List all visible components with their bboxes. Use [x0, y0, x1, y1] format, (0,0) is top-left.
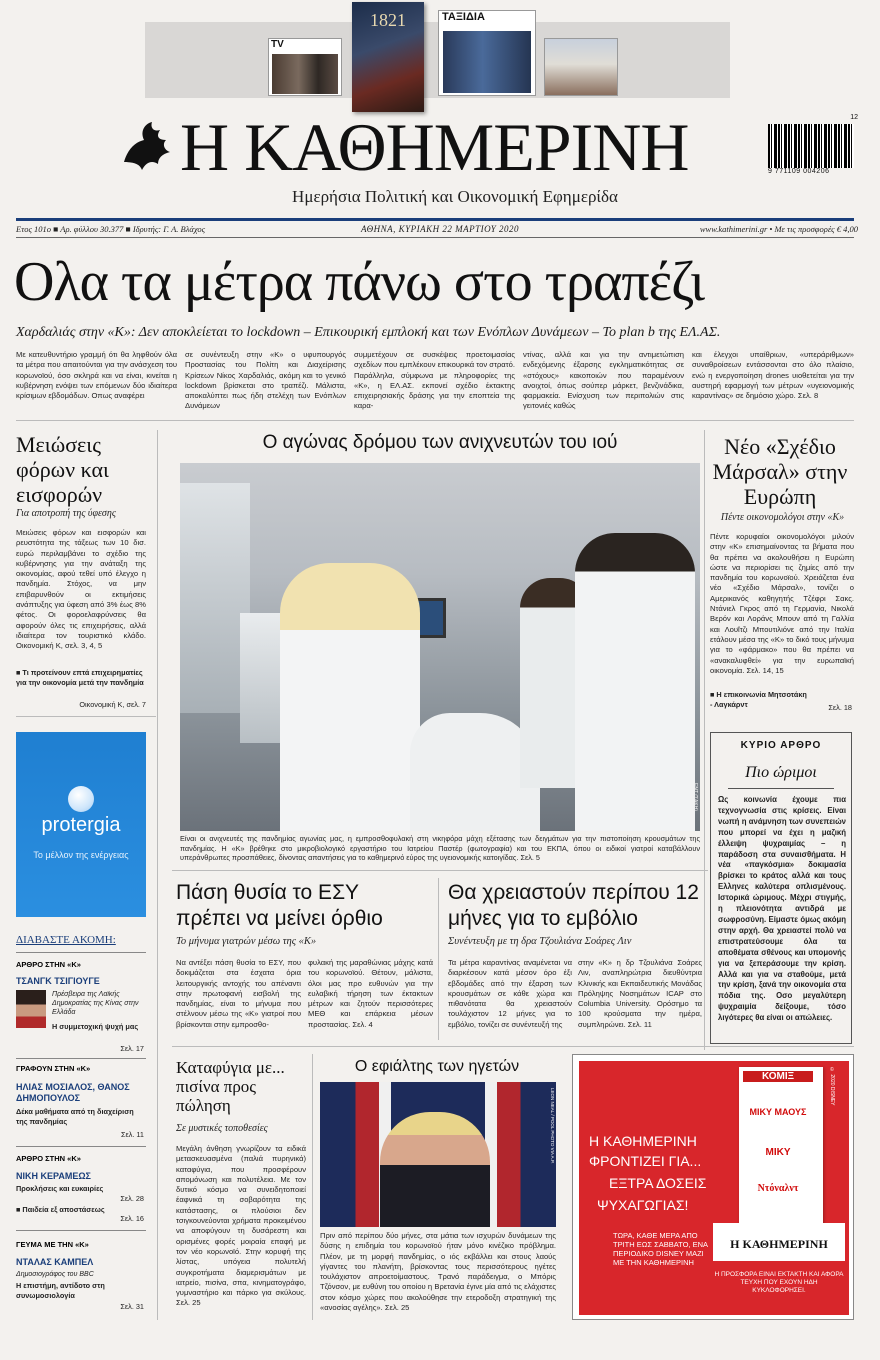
leaders-body: Πριν από περίπου δύο μήνες, στα μάτια των ισχυρών δυνάμεων της δύσης η επιδημία του κορωνοϊού ήταν μόνο κινέζικο πρόβλημα. Πλέον, με τη μορφή πανδημίας, ο ιός εκβάλλει και στους λαούς γίγαντες του πλανήτη, βρίσκοντας τους περισσότερους ηγέτες τουλάχιστον απροετοίμαστους. Τρανό παράδειγμα, ο Μπόρις Τζόνσον, με ευθύνη του οποίου η Βρετανία έγινε μία από τις ελάχιστες στον κόσμο χώρες που ακολούθησε την ετεροδοξη στρατηγική της «ανοσίας αγέλης». Σελ. 25	[320, 1231, 556, 1313]
more-name-2[interactable]: ΗΛΙΑΣ ΜΟΣΙΑΛΟΣ, ΘΑΝΟΣ ΔΗΜΟΠΟΥΛΟΣ	[16, 1082, 130, 1103]
lead-bottom-rule	[16, 420, 854, 421]
masthead-title: Η ΚΑΘΗΜΕΡΙΝΗ	[180, 109, 689, 185]
more-title-1[interactable]: Η συμμετοχική ψυχή μας	[52, 1022, 139, 1031]
promo-travel[interactable]: ΤΑΞΙΔΙΑ	[438, 10, 536, 96]
bottom-section-rule	[172, 1046, 854, 1047]
magazines-stack: ΚΟΜΙΞ ΜΙΚΥ ΜΑΟΥΣ ΜΙΚΥ Ντόναλντ	[739, 1067, 823, 1227]
masthead-subtitle: Ημερήσια Πολιτική και Οικονομική Εφημερίδα	[292, 187, 618, 206]
esy-deck: Το μήνυμα γιατρών μέσω της «Κ»	[176, 936, 317, 947]
more-page-4: Σελ. 31	[120, 1302, 144, 1311]
esy-col-2: φυλακή της μαραθώνιας μάχης κατά του κορωνοϊού. Θέτουν, μάλιστα, όλοι μας προ ευθυνών για την ευλαβική τήρηση των έκτακτων μέτρων και ζητούν περισσότερες ΜΕΘ και επάρκεια μέσων προστασίας. Σελ. 4	[308, 958, 433, 1029]
more-title-4[interactable]: Η επιστήμη, αντίδοτο στη συνωμοσιολογία	[16, 1281, 105, 1300]
left-story-body: Μειώσεις φόρων και εισφορών και ρευστότητα της τάξεως των 10 δισ. ευρώ περιλαμβάνει το σχέδιο της κυβέρνησης για την ανάταξη της οικονομίας, αφού τεθεί υπό έλεγχο η πανδημία. Στόχος, να μην επιβαρυνθούν οι εκτιμήσεις ανάπτυξης για ύφεση από 3% έως 8% φέτος. Οι φοροελαφρύνσεις θα αφορούν όλες τις επιχειρήσεις, αλλά ιδιαίτερα τον τουριστικό κλάδο. Οικονομική Κ, σελ. 3, 4, 5	[16, 528, 146, 651]
left-story-headline: Μειώσεις φόρων και εισφορών	[16, 432, 109, 507]
protergia-ad[interactable]: protergia Το μέλλον της ενέργειας	[16, 732, 146, 917]
more-role-1: Πρέσβειρα της Λαϊκής Δημοκρατίας της Κίνας στην Ελλάδα	[52, 991, 139, 1016]
more-title-2[interactable]: Δέκα μαθήματα από τη διαχείριση της πανδημίας	[16, 1107, 134, 1126]
more-rule-3	[16, 1230, 146, 1231]
photo-story-headline: Ο αγώνας δρόμου των ανιχνευτών του ιού	[262, 432, 618, 453]
promo-book-1821[interactable]: 1821	[352, 2, 424, 112]
more-page-3: Σελ. 28	[120, 1194, 144, 1203]
more-role-4: Δημοσιογράφος του BBC	[16, 1271, 94, 1278]
more-sec-1: ΑΡΘΡΟ ΣΤΗΝ «Κ»	[16, 960, 81, 969]
more-sec-4: ΓΕΥΜΑ ΜΕ ΤΗΝ «Κ»	[16, 1240, 89, 1249]
travel-photo	[443, 31, 531, 93]
tv-photo	[272, 54, 338, 94]
right-story-body: Πέντε κορυφαίοι οικονομολόγοι μιλούν στην «Κ» επισημαίνοντας τα βήματα που θα πρέπει να ακολουθήσει η Ευρώπη ώστε να περιορίσει τις ζημίες από την πανδημία του κορωνοϊού. Χρειάζεται ένα νέο «Σχέδιο Μάρσαλ», τονίζει ο Αμερικανός καθηγητής Τζέφρι Σακς. Ντάνιελ Γκρος από τη Γερμανία, Νικολά Βερόν και Λοράνς Μπουν από τη Γαλλία και Λουΐτζι Μπουτιλιόνε από την Ιταλία ετάλουν μέσα της «Κ» το δικό τους μήνυμα για το «φάρμακο» που θα πρέπει να «ανακαλυφθεί» για την ευρωπαϊκή οικονομία. Σελ. 14, 15	[710, 532, 854, 675]
more-name-4[interactable]: ΝΤΑΛΑΣ ΚΑΜΠΕΛ	[16, 1257, 94, 1267]
more-rule-2	[16, 1146, 146, 1147]
lead-headline: Ολα τα μέτρα πάνω στο τραπέζι	[14, 251, 705, 313]
more-avatar	[16, 990, 46, 1028]
vaccine-deck: Συνέντευξη με τη δρα Τζουλιάνα Σοάρες Λιν	[448, 936, 632, 947]
editorial-body: Ως κοινωνία έχουμε πια τεχνογνωσία στις κρίσεις. Είναι νωπή η ανάμνηση των συνεπειών που μπορεί να έχει η μαζική έλλειψη ψυχραιμίας – η παράδοση στα συναισθήματα. Η νέα «παγκόσμια» δοκιμασία βρίσκει το κράτος αλλά και τους Ελληνες καλύτερα οπλισμένους. Ιστορικά ώριμους. Μέχρι στιγμής, η πλειονότητα αντιδρά με σωφροσύνη. Είμαστε όμως ακόμη στην αρχή. Θα χρειαστεί πολύ να επιστρατεύσουμε όλα τα αποθέματα σθένους και υπομονής για να ξεπεράσουμε την κρίση. Αλλά και για να σταθούμε, μετά την κρίση, ξανά την οικονομία στα πόδια της. Οσο μεγαλύτερη ψυχραιμία δείξουμε, τόσο λιγότερες θα είναι οι απώλειες.	[718, 795, 846, 1023]
center-divider	[438, 878, 439, 1040]
right-story-headline: Νέο «Σχέδιο Μάρσαλ» στην Ευρώπη	[712, 434, 848, 509]
dateline-top-rule	[16, 218, 854, 221]
lead-deck: Χαρδαλιάς στην «Κ»: Δεν αποκλείεται το lockdown – Επικουρική εμπλοκή και των Ενόπλων Δυνάμεων – Το plan b της ΕΛ.ΑΣ.	[16, 325, 721, 340]
leaders-headline: Ο εφιάλτης των ηγετών	[354, 1058, 520, 1075]
esy-headline: Πάση θυσία το ΕΣΥ πρέπει να μείνει όρθιο	[176, 881, 383, 930]
promo-building-photo[interactable]	[544, 38, 618, 96]
esy-col-1: Να αντέξει πάση θυσία το ΕΣΥ, που δοκιμάζεται στα έσχατα όρια λειτουργικής αντοχής του απέναντι στην πρωτοφανή εισβολή της πανδημίας, είναι το μήνυμα που στέλνουν μέσω της «Κ» γιατροί που βρίσκονται στην εμπροσθο-	[176, 958, 301, 1029]
lead-col-2: σε συνέντευξη στην «Κ» ο υφυπουργός Προστασίας του Πολίτη και Διαχείρισης Κρίσεων Νίκος Χαρδαλιάς, ακόμη και το γενικό lockdown βρίσκεται στο τραπέζι. Μάλιστα, αποκαλύπτει πως ήδη στελέχη των Ενόπλων Δυνάμεων	[185, 350, 346, 411]
lead-col-3: συμμετέχουν σε συσκέψεις προετοιμασίας σχεδίων που εμπλέκουν επικουρικά τον στρατό. Παράλληλα, σύμφωνα με πληροφορίες της «Κ», η ΕΛ.ΑΣ. εκπονεί σχέδιο έκτακτης επιχειρησιακής δράσης για την εποπτεία της καρα-	[354, 350, 515, 411]
editorial-title: Πιο ώριμοι	[745, 764, 817, 781]
dateline-bottom-rule	[16, 237, 854, 238]
lead-col-4: ντίνας, αλλά και για την αντιμετώπιση ενδεχόμενης έξαρσης εγκληματικότητας σε «στόχους» κακοποιών που παραμένουν ανοιχτοί, όπως σούπερ μάρκετ, βενζινάδικα, φαρμακεία. Ενίσχυση των περιπολιών στις γειτονιές καθώς	[523, 350, 684, 411]
shelters-deck: Σε μυστικές τοποθεσίες	[176, 1123, 268, 1134]
paper-mini: Η ΚΑΘΗΜΕΡΙΝΗ	[713, 1223, 845, 1261]
dateline-center: ΑΘΗΝΑ, ΚΥΡΙΑΚΗ 22 ΜΑΡΤΙΟΥ 2020	[361, 224, 519, 234]
more-name-3[interactable]: ΝΙΚΗ ΚΕΡΑΜΕΩΣ	[16, 1171, 91, 1181]
vaccine-headline: Θα χρειαστούν περίπου 12 μήνες για το εμβόλιο	[448, 881, 699, 930]
more-name-1[interactable]: ΤΣΑΝΓΚ ΤΣΙΓΙΟΥΓΕ	[16, 976, 100, 986]
left-story-deck: Για αποτροπή της ύφεσης	[16, 508, 116, 519]
more-page-2: Σελ. 11	[120, 1130, 144, 1139]
right-story-deck: Πέντε οικονομολόγοι στην «Κ»	[720, 512, 845, 523]
editorial-title-rule	[728, 788, 834, 789]
right-column-divider	[704, 430, 705, 1050]
more-page-3b: Σελ. 16	[120, 1214, 144, 1223]
left-column-divider	[157, 430, 158, 1320]
right-story-teaser[interactable]: ■ Η επικοινωνία Μητσοτάκη - Λαγκάρντ	[710, 690, 807, 709]
shelters-body: Μεγάλη άνθηση γνωρίζουν τα ειδικά μετασκευασμένα (παλιά πυρηνικά) καταφύγια, που προσφέρουν απομόνωση και πολυτέλεια. Με τον δυτικό κόσμο να συνειδητοποιεί έαφνικά τη σοβαρότητα της κατάστασης, οι πλούσιοι δεν τσιγκουνεύονται χρήματα προκειμένου να αποφύγουν τη δυσάρεστη και ορισμένες φορές μοιραία επαφή με τον νέο κορωνοϊό. Στην κορυφή της λίστας, υπόγεια πολυτελή συγκροτήματα διαμερισμάτων με ιατρείο, πισίνα, σπα, κινηματογράφο, γυμναστήριο και πάρκο για σκύλους. Σελ. 25	[176, 1144, 306, 1308]
shelters-divider	[312, 1054, 313, 1320]
more-rule-0	[16, 952, 146, 953]
left-story-teaser[interactable]: ■ Τι προτείνουν επτά επιχειρηματίες για την οικονομία μετά την πανδημία	[16, 668, 144, 687]
shelters-headline: Καταφύγια με... πισίνα προς πώληση	[176, 1058, 285, 1115]
protergia-logo-icon	[68, 786, 94, 812]
more-sec-3: ΑΡΘΡΟ ΣΤΗΝ «Κ»	[16, 1154, 81, 1163]
center-rule-1	[172, 870, 708, 871]
lead-col-5: και έλεγχοι υπαίθριων, «υπεράριθμων» συναθροίσεων εντάσσονται στο όλο πλαίσιο, ενώ η ενεργοποίηση drones υιοθετείται για την αυστηρή εφαρμογή των μέτρων «υγειονομικής καραντίνας» σε δημόσιο χώρο. Σελ. 8	[692, 350, 854, 401]
vaccine-col-2: στην «Κ» η δρ Τζουλιάνα Σοάρες Λιν, αναπληρώτρια διευθύντρια Κλινικής και Εκπαιδευτικής Μονάδας Πρόληψης Νοσημάτων ICAP στο Columbia University. Ορόσημο τα 100 κρούσματα την ημέρα, συμπληρώνει. Σελ. 11	[578, 958, 702, 1029]
promo-tv[interactable]: TV	[268, 38, 342, 96]
lab-photo: ΕΝΤ (ΣΑΚΗ)	[180, 463, 700, 831]
dateline-left: Ετος 101ο ■ Αρ. φύλλου 30.377 ■ Ιδρυτής: Γ. Α. Βλάχος	[16, 224, 206, 234]
more-page-1: Σελ. 17	[120, 1044, 144, 1053]
more-teaser-3[interactable]: ■ Παιδεία εξ αποστάσεως	[16, 1205, 105, 1214]
masthead-logo	[118, 118, 176, 176]
editorial-kicker: ΚΥΡΙΟ ΑΡΘΡΟ	[740, 740, 822, 751]
phoenix-icon	[118, 118, 176, 176]
left-rule-1	[16, 716, 156, 717]
vaccine-col-1: Τα μέτρα καραντίνας αναμένεται να διαρκέσουν κατά μέσον όρο έξι εβδομάδες από την έξαρση των κρουσμάτων σε κάθε χώρα και πιθανότατα θα χρειαστούν τουλάχιστον 12 μήνες για το εμβόλιο, τονίζει σε συνέντευξή της	[448, 958, 572, 1029]
more-sec-2: ΓΡΑΦΟΥΝ ΣΤΗΝ «Κ»	[16, 1064, 91, 1073]
left-story-teaser-ref: Οικονομική Κ, σελ. 7	[79, 700, 146, 709]
more-rule-1	[16, 1058, 146, 1059]
johnson-photo: LEON NEAL / POOL PHOTO VIA A.P.	[320, 1082, 556, 1227]
lead-col-1: Με κατευθυντήριο γραμμή ότι θα ληφθούν όλα τα μέτρα που απαιτούνται για την ανάσχεση του κορωνοϊού, όσο σκληρά και να είναι, κινείται η κυβέρνηση ενόψει των επόμενων δύο ιδιαίτερα κρίσιμων εβδομάδων. Οπως αναφέρει	[16, 350, 177, 401]
disney-ad[interactable]: Η ΚΑΘΗΜΕΡΙΝΗ ΦΡΟΝΤΙΖΕΙ ΓΙΑ... ΕΞΤΡΑ ΔΟΣΕΙΣ ΨΥΧΑΓΩΓΙΑΣ! ΚΟΜΙΞ ΜΙΚΥ ΜΑΟΥΣ ΜΙΚΥ Ντόναλντ © 2020 DISNEY ΤΩΡΑ, ΚΑΘΕ ΜΕΡΑ ΑΠΟ ΤΡΙΤΗ ΕΩΣ ΣΑΒΒΑΤΟ, ΕΝΑ ΠΕΡΙΟΔΙΚΟ DISNEY ΜΑΖΙ ΜΕ ΤΗΝ ΚΑΘΗΜΕΡΙΝΗ Η ΚΑΘΗΜΕΡΙΝΗ Η ΠΡΟΣΦΟΡΑ ΕΙΝΑΙ ΕΚΤΑΚΤΗ ΚΑΙ ΑΦΟΡΑ ΤΕΥΧΗ ΠΟΥ ΕΧΟΥΝ ΗΔΗ ΚΥΚΛΟΦΟΡΗΣΕΙ.	[572, 1054, 854, 1320]
barcode: 12 9 771109 004206	[768, 114, 858, 175]
read-more-title: ΔΙΑΒΑΣΤΕ ΑΚΟΜΗ:	[16, 934, 116, 946]
more-title-3[interactable]: Προκλήσεις και ευκαιρίες	[16, 1184, 104, 1193]
photo-caption: Είναι οι ανιχνευτές της πανδημίας αγωνίας μας, η εμπροσθοφυλακή στη νικηφόρα μάχη εξέτασης των δειγμάτων για την πιστοποίηση κρουσμάτων της πανδημίας. Η «Κ» βρέθηκε στο μικροβιολογικό εργαστήριο του Ιατρείου Παστέρ (φωτογραφία) και του ΕΚΠΑ, όπου οι ειδικοί γιατροί καταβάλλουν υπεράνθρωπες προσπάθειες, δίνοντας απαντήσεις για το καθημερινό εύρος της υγειονομικής κατοιγίδας. Σελ. 5	[180, 834, 700, 862]
right-story-teaser-ref: Σελ. 18	[828, 703, 852, 712]
dateline-right: www.kathimerini.gr • Με τις προσφορές € 4,00	[699, 224, 858, 234]
